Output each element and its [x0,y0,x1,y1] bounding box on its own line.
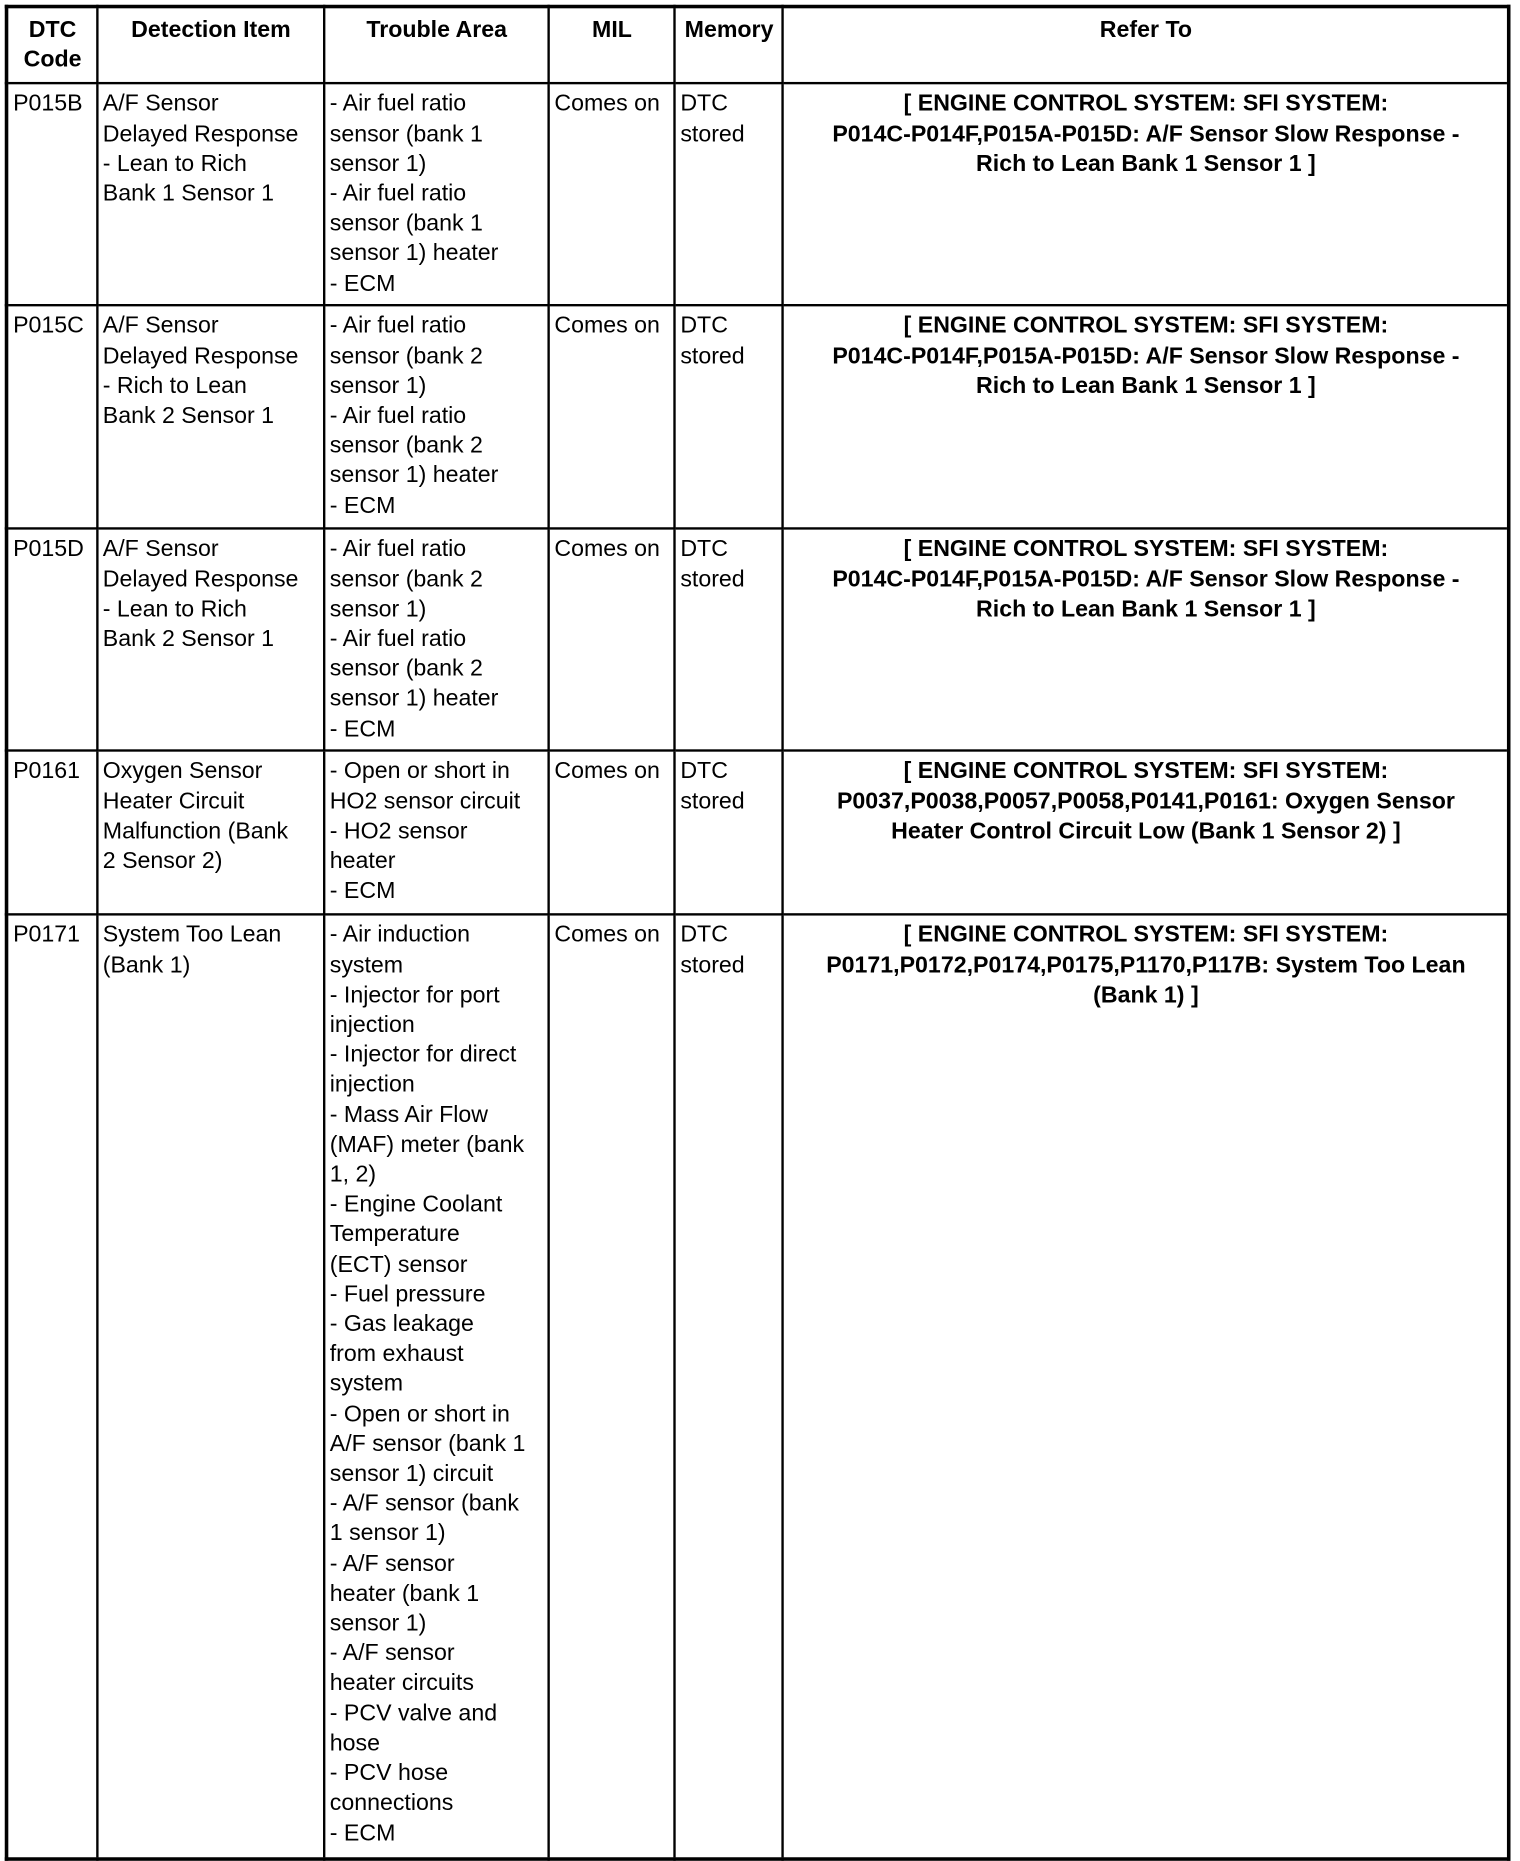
refer-to-link[interactable]: [ ENGINE CONTROL SYSTEM: SFI SYSTEM: P0037,P0038,P0057,P0058,P0141,P0161: Oxygen Sensor Heater Control Circuit Low (Bank 1 Sensor 2) ] [783,751,1509,915]
header-trouble-area: Trouble Area [324,7,549,84]
memory-cell: DTC stored [674,84,782,306]
refer-to-link[interactable]: [ ENGINE CONTROL SYSTEM: SFI SYSTEM: P0171,P0172,P0174,P0175,P1170,P117B: System Too Lean (Bank 1) ] [783,915,1509,1859]
dtc-code-cell: P015B [7,84,97,306]
memory-cell: DTC stored [674,751,782,915]
refer-to-link[interactable]: [ ENGINE CONTROL SYSTEM: SFI SYSTEM: P014C-P014F,P015A-P015D: A/F Sensor Slow Response - Rich to Lean Bank 1 Sensor 1 ] [783,306,1509,529]
trouble-area-cell: - Open or short in HO2 sensor circuit - HO2 sensor heater - ECM [324,751,549,915]
table-row [7,306,1509,529]
table-row [7,751,1509,915]
detection-item-cell: A/F Sensor Delayed Response - Lean to Rich Bank 2 Sensor 1 [97,529,324,751]
memory-cell: DTC stored [674,306,782,529]
dtc-code-cell: P0161 [7,751,97,915]
refer-to-link[interactable]: [ ENGINE CONTROL SYSTEM: SFI SYSTEM: P014C-P014F,P015A-P015D: A/F Sensor Slow Response - Rich to Lean Bank 1 Sensor 1 ] [783,84,1509,306]
refer-to-link[interactable]: [ ENGINE CONTROL SYSTEM: SFI SYSTEM: P014C-P014F,P015A-P015D: A/F Sensor Slow Response - Rich to Lean Bank 1 Sensor 1 ] [783,529,1509,751]
header-memory: Memory [674,7,782,84]
header-mil: MIL [548,7,674,84]
mil-cell: Comes on [548,915,674,1859]
trouble-area-cell: - Air induction system - Injector for port injection - Injector for direct injection - Mass Air Flow (MAF) meter (bank 1, 2) - Engine Coolant Temperature (ECT) sensor - Fuel pressure - Gas leakage from exhaust system - Open or short in A/F sensor (bank 1 sensor 1) circuit - A/F sensor (bank 1 sensor 1) - A/F sensor heater (bank 1 sensor 1) - A/F sensor heater circuits - PCV valve and hose - PCV hose connections - ECM [324,915,549,1859]
mil-cell: Comes on [548,84,674,306]
header-refer-to: Refer To [783,7,1509,84]
dtc-table [5,5,1511,1861]
header-row [7,7,1509,84]
trouble-area-cell: - Air fuel ratio sensor (bank 2 sensor 1) - Air fuel ratio sensor (bank 2 sensor 1) heater - ECM [324,529,549,751]
mil-cell: Comes on [548,529,674,751]
detection-item-cell: A/F Sensor Delayed Response - Lean to Rich Bank 1 Sensor 1 [97,84,324,306]
dtc-code-cell: P015C [7,306,97,529]
detection-item-cell: Oxygen Sensor Heater Circuit Malfunction (Bank 2 Sensor 2) [97,751,324,915]
table-row [7,529,1509,751]
header-detection-item: Detection Item [97,7,324,84]
dtc-code-cell: P015D [7,529,97,751]
mil-cell: Comes on [548,751,674,915]
memory-cell: DTC stored [674,529,782,751]
table-row [7,84,1509,306]
header-dtc-code: DTC Code [7,7,97,84]
dtc-code-cell: P0171 [7,915,97,1859]
memory-cell: DTC stored [674,915,782,1859]
trouble-area-cell: - Air fuel ratio sensor (bank 2 sensor 1) - Air fuel ratio sensor (bank 2 sensor 1) heater - ECM [324,306,549,529]
trouble-area-cell: - Air fuel ratio sensor (bank 1 sensor 1) - Air fuel ratio sensor (bank 1 sensor 1) heater - ECM [324,84,549,306]
detection-item-cell: A/F Sensor Delayed Response - Rich to Lean Bank 2 Sensor 1 [97,306,324,529]
table-row [7,915,1509,1859]
mil-cell: Comes on [548,306,674,529]
detection-item-cell: System Too Lean (Bank 1) [97,915,324,1859]
